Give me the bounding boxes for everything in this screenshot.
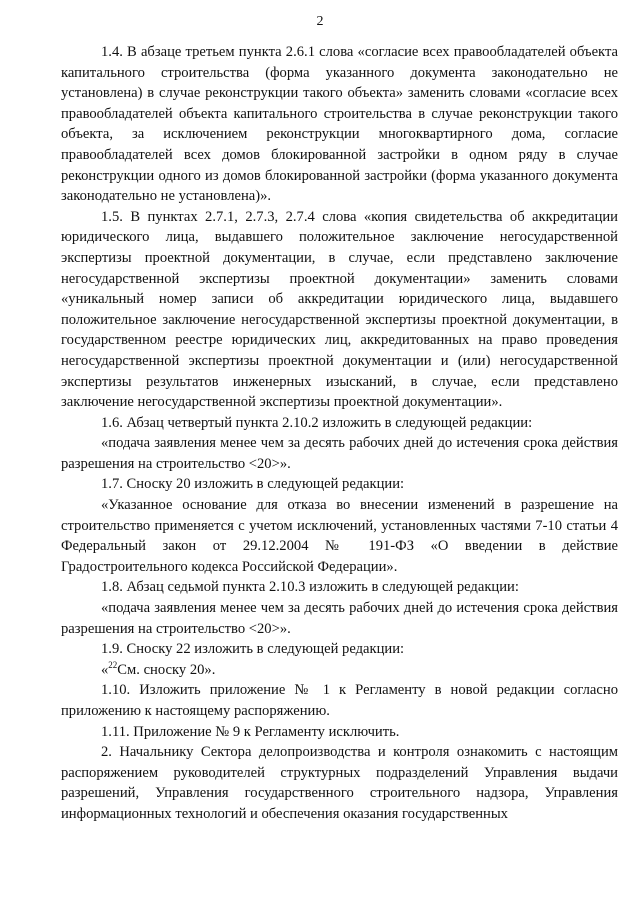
- paragraph-1-6: 1.6. Абзац четвертый пункта 2.10.2 изложить в следующей редакции:: [101, 414, 533, 431]
- paragraph-1-7: 1.7. Сноску 20 изложить в следующей редакции:: [101, 476, 405, 493]
- paragraph-1-4: 1.4. В абзаце третьем пункта 2.6.1 слова «согласие всех правообладателей объекта капитального строительства (форма указанного документа законодательно не установлена) в случае реконструкции такого объекта» заменить словами «согласие всех правообладателей объекта капитального строительства в случае реконструкции такого объекта, за исключением реконструкции многоквартирного дома, согласие правообладателей всех домов блокированной застройки в одном ряду в случае реконструкции одного из домов блокированной застройки (форма указанного документа законодательно не установлена)».: [61, 44, 618, 205]
- footnote-text: См. сноску 20».: [117, 661, 216, 678]
- paragraph-1-10: 1.10. Изложить приложение № 1 к Регламенту в новой редакции согласно приложению к настоящему распоряжению.: [61, 682, 618, 719]
- footnote-sup: 22: [108, 659, 118, 670]
- paragraph-1-6-text: «подача заявления менее чем за десять рабочих дней до истечения срока действия разрешения на строительство <20>».: [61, 435, 618, 472]
- open-quote: «: [101, 661, 109, 678]
- paragraph-1-7-text: «Указанное основание для отказа во внесении изменений в разрешение на строительство применяется с учетом исключений, установленных частями 7-10 статьи 4 Федеральный закон от 29.12.2004 № 191-ФЗ «О введении в действие Градостроительного кодекса Российской Федерации».: [61, 497, 618, 575]
- paragraph-1-11: 1.11. Приложение № 9 к Регламенту исключить.: [101, 723, 400, 740]
- paragraph-2: 2. Начальнику Сектора делопроизводства и контроля ознакомить с настоящим распоряжением руководителей структурных подразделений Управления выдачи разрешений, Управления государственного строительного надзора, Управления информационных технологий и обеспечения оказания государственных: [61, 744, 618, 822]
- paragraph-1-5: 1.5. В пунктах 2.7.1, 2.7.3, 2.7.4 слова «копия свидетельства об аккредитации юридического лица, выдавшего положительное заключение негосударственной экспертизы проектной документации, в случае, если представлено заключение негосударственной экспертизы проектной документации» заменить словами «уникальный номер записи об аккредитации юридического лица, выдавшего положительное заключение негосударственной экспертизы проектной документации, в государственном реестре юридических лиц, аккредитованных на право проведения негосударственной экспертизы проектной документации и (или) негосударственной экспертизы результатов инженерных изысканий, в случае, если представлено заключение негосударственной экспертизы проектной документации».: [61, 208, 618, 411]
- paragraph-1-9: 1.9. Сноску 22 изложить в следующей редакции:: [101, 641, 405, 658]
- paragraph-1-9-text: [61, 660, 618, 681]
- paragraph-1-8-text: «подача заявления менее чем за десять рабочих дней до истечения срока действия разрешения на строительство <20>».: [61, 600, 618, 637]
- document-body: [61, 42, 618, 825]
- paragraph-1-8: 1.8. Абзац седьмой пункта 2.10.3 изложить в следующей редакции:: [101, 579, 519, 596]
- page-number: 2: [316, 14, 324, 29]
